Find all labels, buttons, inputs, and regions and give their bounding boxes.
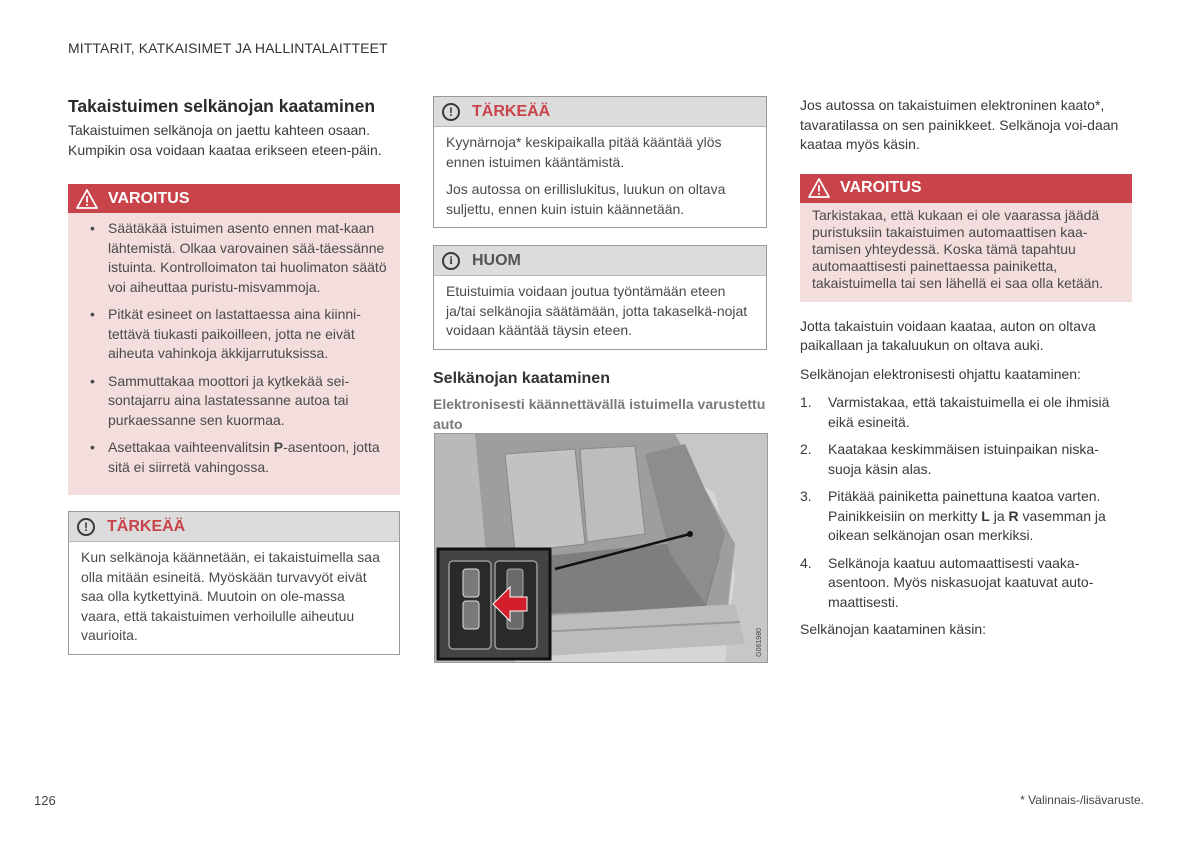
note-text: Etuistuimia voidaan joutua työntämään eteen ja/tai selkänojia säätämään, jotta takaselkä-nojat voidaan kääntää täysin eteen. [446, 283, 748, 338]
list-item [800, 487, 1132, 546]
warning-text: Tarkistakaa, että kukaan ei ole vaarassa jäädä puristuksiin takaistuimen automaattisen kaa-tamisen yhteydessä. Koska tämä tapahtuu automaattisesti painettaessa painiketta, takaistuimella tai sen lähellä ei saa olla ketään. [812, 206, 1104, 291]
important-body [434, 127, 766, 227]
note-body [434, 276, 766, 349]
button-label-l: L [981, 507, 990, 524]
important-header [434, 97, 766, 127]
step-text: vasemman ja oikean selkänojan osan merkiksi. [828, 507, 1106, 543]
page-title: Takaistuimen selkänojan kaataminen [68, 96, 376, 116]
paragraph: Selkänojan elektronisesti ohjattu kaataminen: [800, 365, 1081, 382]
important-body [69, 542, 399, 654]
step-number: 1. [800, 394, 812, 410]
list-item-text: -asentoon, jotta sitä ei siirretä vahingossa. [108, 439, 380, 475]
warning-triangle-icon [808, 178, 830, 198]
column-right [800, 96, 1132, 640]
warning-label: VAROITUS [840, 179, 922, 196]
important-box [433, 96, 767, 228]
info-circle-icon: i [442, 252, 460, 270]
list-item: • Pitkät esineet on lastattaessa aina kiinni-tettävä tiukasti paikoilleen, jotta ne eivät aiheuta vahinkoja äkkijarrutuksissa. [80, 305, 388, 364]
step-text: Pitäkää painiketta painettuna kaatoa varten. Painikkeisiin on merkitty [828, 488, 1101, 524]
warning-list [80, 219, 388, 477]
figure-code: G061980 [756, 628, 763, 657]
important-label: TÄRKEÄÄ [107, 517, 186, 535]
paragraph: Selkänojan kaataminen käsin: [800, 621, 987, 637]
exclamation-circle-icon: ! [77, 518, 95, 536]
warning-label: VAROITUS [108, 189, 190, 207]
warning-header [800, 174, 1132, 203]
intro-text: Jos autossa on takaistuimen elektroninen kaato*, tavaratilassa on sen painikkeet. Selkänoja voi-daan kaataa myös käsin. [800, 97, 1119, 152]
list-item-text: Asettakaa vaihteenvalitsin [108, 439, 274, 455]
intro-text: Takaistuimen selkänoja on jaettu kahteen osaan. Kumpikin osa voidaan kaataa erikseen eteen-päin. [68, 122, 382, 158]
step-number: 3. [800, 488, 812, 504]
gear-position-label: P [273, 439, 284, 455]
list-item [80, 438, 388, 477]
steps-list [800, 393, 1132, 612]
sub-subheading: Elektronisesti käännettävällä istuimella varustettu auto [433, 395, 766, 432]
list-item: • Säätäkää istuimen asento ennen mat-kaan lähtemistä. Olkaa varovainen sää-täessänne istuinta. Kontrolloimaton tai huolimaton säätö voi aiheuttaa puristu-misvammoja. [80, 219, 388, 297]
list-item: • Sammuttakaa moottori ja kytkekää sei-sontajarru aina lastatessanne autoa tai purkaessanne sen kuormaa. [80, 372, 388, 431]
important-header [69, 512, 399, 542]
trunk-illustration-drawing [435, 434, 767, 662]
step-text: Varmistakaa, että takaistuimella ei ole ihmisiä eikä esineitä. [828, 394, 1110, 430]
note-label: HUOM [472, 251, 521, 269]
trunk-illustration [434, 433, 768, 663]
warning-box [800, 174, 1132, 302]
subheading: Selkänojan kaataminen [433, 369, 610, 387]
paragraph: Jotta takaistuin voidaan kaataa, auton on oltava paikallaan ja takaluukun on oltava auki. [800, 317, 1096, 353]
warning-box [68, 184, 400, 495]
important-text: Kyynärnoja* keskipaikalla pitää kääntää ylös ennen istuimen kääntämistä. [446, 134, 722, 170]
warning-body [800, 203, 1132, 302]
list-item [800, 440, 1132, 479]
step-number: 2. [800, 441, 812, 457]
step-text: ja [989, 507, 1009, 524]
important-text: Kun selkänoja käännetään, ei takaistuimella saa olla mitään esineitä. Myöskään turvavyöt eivät saa olla kytkettyinä. Muutoin on ole-massa vaara, että takaistuimen verhoilulle aiheutuu vaurioita. [81, 549, 380, 643]
warning-triangle-icon [76, 189, 98, 209]
step-text: Kaatakaa keskimmäisen istuinpaikan niska-suoja käsin alas. [828, 441, 1099, 477]
list-item [800, 554, 1132, 613]
warning-body [68, 213, 400, 495]
column-left [68, 96, 400, 655]
footnote: * Valinnais-/lisävaruste. [1020, 793, 1144, 807]
step-number: 4. [800, 554, 812, 571]
section-header: MITTARIT, KATKAISIMET JA HALLINTALAITTEET [68, 40, 388, 56]
page-number: 126 [34, 793, 56, 808]
column-middle [433, 96, 767, 434]
important-text: Jos autossa on erillislukitus, luukun on oltava suljettu, ennen kuin istuin käännetään. [446, 181, 726, 217]
list-item [800, 393, 1132, 432]
step-text: Selkänoja kaatuu automaattisesti vaaka-asentoon. Myös niskasuojat kaatuvat auto-maattisesti. [828, 554, 1094, 610]
exclamation-circle-icon: ! [442, 103, 460, 121]
warning-header [68, 184, 400, 213]
note-box [433, 245, 767, 350]
button-label-r: R [1008, 507, 1019, 524]
note-header [434, 246, 766, 276]
important-box [68, 511, 400, 655]
important-label: TÄRKEÄÄ [472, 102, 551, 120]
